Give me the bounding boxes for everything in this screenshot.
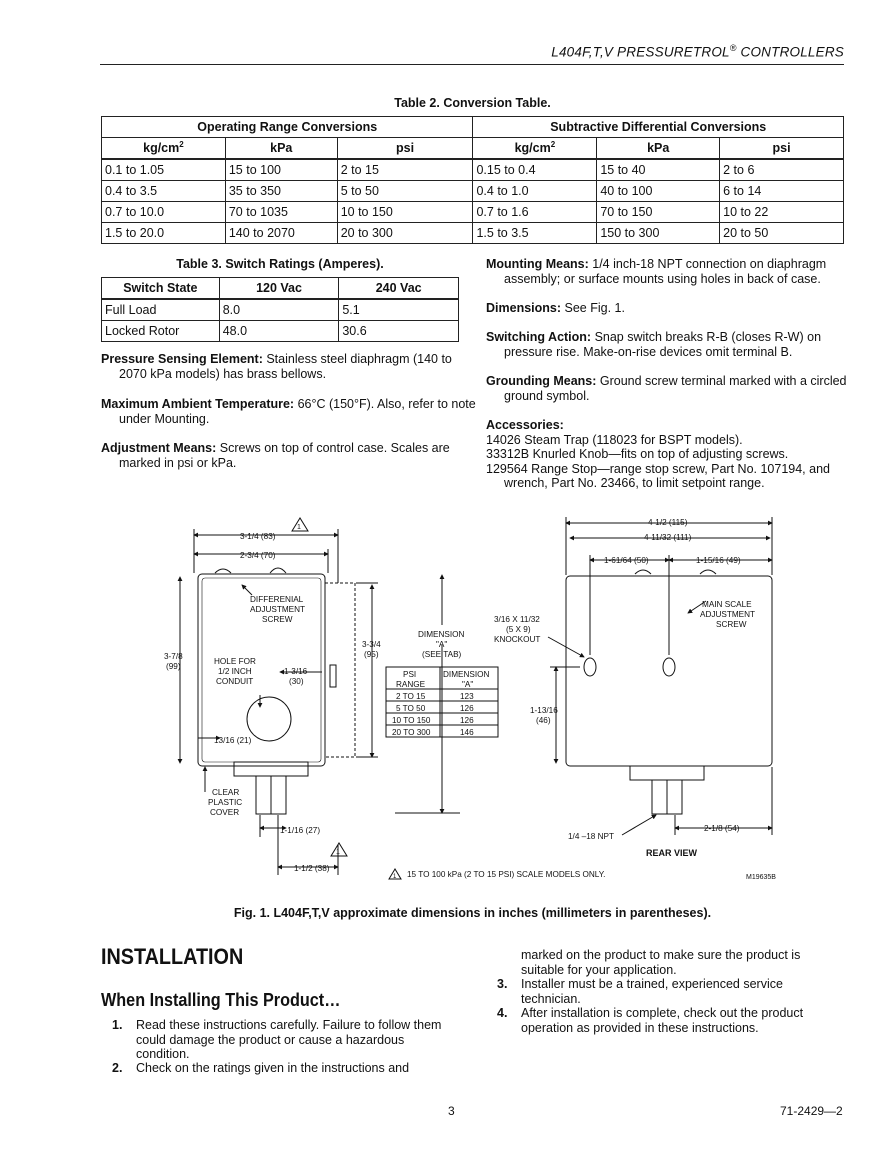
tab-header: "A"	[462, 680, 474, 689]
drawing-code: M19635B	[746, 874, 776, 881]
tab-cell: 146	[460, 728, 474, 737]
table-cell: 70 to 1035	[225, 202, 337, 223]
dim-label: 1-13/16	[530, 706, 558, 715]
table-cell: 0.15 to 0.4	[473, 159, 597, 181]
table-row	[102, 223, 844, 244]
list-item: 3. Installer must be a trained, experienced service technician.	[497, 977, 783, 1006]
fig-label: DIFFERENIAL	[250, 595, 304, 604]
table-cell: 140 to 2070	[225, 223, 337, 244]
table-cell: 0.7 to 1.6	[473, 202, 597, 223]
table-cell: 2 to 15	[337, 159, 473, 181]
table-row	[102, 202, 844, 223]
fig-label: COVER	[210, 808, 240, 817]
accessory-item: 129564 Range Stop—range stop screw, Part No. 107194, and wrench, Part No. 23466, to limit setpoint range.	[486, 461, 830, 490]
table-cell: Locked Rotor	[102, 321, 220, 342]
table-cell: Full Load	[102, 299, 220, 321]
group-header-differential: Subtractive Differential Conversions	[473, 117, 844, 138]
tab-cell: 20 TO 300	[392, 728, 431, 737]
subheading-when-installing: When Installing This Product…	[101, 990, 341, 1010]
dim-label: 1-3/16	[284, 667, 308, 676]
dim-label: 13/16 (21)	[214, 736, 252, 745]
dim-label: (95)	[364, 650, 379, 659]
accessory-item: 14026 Steam Trap (118023 for BSPT models).	[486, 432, 743, 447]
fig-label: PLASTIC	[208, 798, 243, 807]
tab-cell: 10 TO 150	[392, 716, 431, 725]
table-cell: 1.5 to 20.0	[102, 223, 226, 244]
table-cell: 20 to 300	[337, 223, 473, 244]
fig-label: 1/4 –18 NPT	[568, 832, 614, 841]
fig-label: ADJUSTMENT	[700, 610, 756, 619]
table-cell: 0.4 to 3.5	[102, 181, 226, 202]
tab-cell: 5 TO 50	[396, 704, 426, 713]
table-cell: 0.7 to 10.0	[102, 202, 226, 223]
table2-caption: Table 2. Conversion Table.	[394, 96, 551, 110]
col-header-240vac: 240 Vac	[339, 278, 459, 300]
dimension-drawing	[160, 505, 800, 885]
table-row	[102, 321, 459, 342]
dim-label: 3-3/4	[362, 640, 381, 649]
dim-label: 4-1/2 (115)	[648, 518, 688, 527]
fig-label: SCREW	[262, 615, 293, 624]
page-number: 3	[448, 1104, 455, 1118]
table-cell: 48.0	[219, 321, 339, 342]
table-cell: 8.0	[219, 299, 339, 321]
dim-label: (30)	[289, 677, 304, 686]
table-row	[102, 181, 844, 202]
table-cell: 150 to 300	[597, 223, 720, 244]
table-cell: 15 to 40	[597, 159, 720, 181]
table-cell: 10 to 150	[337, 202, 473, 223]
fig-label: (5 X 9)	[506, 625, 531, 634]
fig-label: CLEAR	[212, 788, 240, 797]
list-item: 4. After installation is complete, check out the product operation as provided in these instructions.	[497, 1006, 804, 1035]
dim-label: 4-11/32 (111)	[644, 533, 692, 542]
col-header-switch-state: Switch State	[102, 278, 220, 300]
col-header-psi: psi	[337, 138, 473, 160]
fig-label: KNOCKOUT	[494, 635, 541, 644]
list-item: 1. Read these instructions carefully. Failure to follow them could damage the product or cause a hazardous condition.	[112, 1018, 442, 1061]
section-heading-installation: INSTALLATION	[101, 944, 244, 969]
table-cell: 30.6	[339, 321, 459, 342]
fig-label: ADJUSTMENT	[250, 605, 306, 614]
dim-label: (46)	[536, 716, 551, 725]
running-header: L404F,T,V PRESSURETROL® CONTROLLERS	[551, 43, 844, 60]
tab-cell: 126	[460, 716, 474, 725]
col-header-kpa: kPa	[225, 138, 337, 160]
spec-accessories: Accessories: 14026 Steam Trap (118023 for BSPT models). 33312B Knurled Knob—fits on top of adjusting screws. 129564 Range Stop—range stop screw, Part No. 107194, and wrench, Part No. 23466, to limit setpoint range.	[486, 418, 848, 491]
table-cell: 0.4 to 1.0	[473, 181, 597, 202]
col-header-kg: $kg/cm^2$	[473, 138, 597, 160]
table-row	[102, 159, 844, 181]
tab-cell: 126	[460, 704, 474, 713]
tab-header: DIMENSION	[443, 670, 490, 679]
spec-mounting: Mounting Means: 1/4 inch-18 NPT connection on diaphragm assembly; or surface mounts using holes in back of case.	[486, 257, 827, 286]
rear-view-label: REAR VIEW	[646, 848, 698, 858]
dim-label: 1-15/16 (49)	[696, 556, 741, 565]
accessory-item: 33312B Knurled Knob—fits on top of adjusting screws.	[486, 447, 789, 461]
table-cell: 6 to 14	[720, 181, 844, 202]
list-item: marked on the product to make sure the product is suitable for your application.	[521, 948, 801, 977]
spec-pressure-sensing: Pressure Sensing Element: Stainless steel diaphragm (140 to 2070 kPa models) has brass bellows.	[101, 352, 452, 381]
dim-label: 2-3/4 (70)	[240, 551, 276, 560]
note-marker: 1	[336, 849, 340, 856]
table3-caption: Table 3. Switch Ratings (Amperes).	[176, 257, 384, 271]
fig-label: HOLE FOR	[214, 657, 256, 666]
fig-label: 3/16 X 11/32	[494, 615, 540, 624]
spec-max-ambient: Maximum Ambient Temperature: 66°C (150°F). Also, refer to note under Mounting.	[101, 397, 476, 426]
col-header-120vac: 120 Vac	[219, 278, 339, 300]
table-cell: 5.1	[339, 299, 459, 321]
fig-note: 15 TO 100 kPa (2 TO 15 PSI) SCALE MODELS ONLY.	[407, 870, 606, 879]
table-cell: 0.1 to 1.05	[102, 159, 226, 181]
document-number: 71-2429—2	[780, 1104, 843, 1118]
fig-label: "A"	[436, 640, 448, 649]
dim-label: 2-1/8 (54)	[704, 824, 740, 833]
tab-cell: 123	[460, 692, 474, 701]
col-header-psi: psi	[720, 138, 844, 160]
spec-switching: Switching Action: Snap switch breaks R-B (closes R-W) on pressure rise. Make-on-rise devices omit terminal B.	[486, 330, 822, 359]
fig-label: DIMENSION	[418, 630, 465, 639]
col-header-kg: $kg/cm^2$	[102, 138, 226, 160]
fig-label: SCREW	[716, 620, 747, 629]
table-cell: 10 to 22	[720, 202, 844, 223]
dim-label: 1-61/64 (50)	[604, 556, 649, 565]
fig-label: 1/2 INCH	[218, 667, 252, 676]
dim-label: 1-1/2 (38)	[294, 864, 330, 873]
spec-grounding: Grounding Means: Ground screw terminal marked with a circled ground symbol.	[486, 374, 847, 403]
table-cell: 20 to 50	[720, 223, 844, 244]
col-header-kpa: kPa	[597, 138, 720, 160]
fig-label: CONDUIT	[216, 677, 254, 686]
header-rule	[100, 64, 844, 65]
figure-caption: Fig. 1. L404F,T,V approximate dimensions in inches (millimeters in parentheses).	[233, 906, 712, 920]
table-cell: 2 to 6	[720, 159, 844, 181]
tab-cell: 2 TO 15	[396, 692, 426, 701]
table-cell: 15 to 100	[225, 159, 337, 181]
dim-label: 1-1/16 (27)	[280, 826, 321, 835]
table-row	[102, 299, 459, 321]
dim-label: (99)	[166, 662, 181, 671]
group-header-operating: Operating Range Conversions	[102, 117, 473, 138]
table-cell: 1.5 to 3.5	[473, 223, 597, 244]
fig-label: MAIN SCALE	[702, 600, 752, 609]
spec-dimensions: Dimensions: See Fig. 1.	[486, 301, 625, 315]
spec-adjustment: Adjustment Means: Screws on top of control case. Scales are marked in psi or kPa.	[101, 441, 450, 470]
note-marker: 1	[297, 524, 301, 531]
fig-label: (SEE TAB)	[422, 650, 462, 659]
table-cell: 5 to 50	[337, 181, 473, 202]
tab-header: RANGE	[396, 680, 426, 689]
dim-label: 3-1/4 (83)	[240, 532, 276, 541]
list-item: 2. Check on the ratings given in the instructions and	[112, 1061, 410, 1075]
switch-ratings-table	[101, 277, 459, 342]
table-cell: 40 to 100	[597, 181, 720, 202]
tab-header: PSI	[403, 670, 417, 679]
note-marker: 1	[393, 874, 397, 880]
table-cell: 35 to 350	[225, 181, 337, 202]
conversion-table	[101, 116, 844, 244]
dim-label: 3-7/8	[164, 652, 183, 661]
table-cell: 70 to 150	[597, 202, 720, 223]
